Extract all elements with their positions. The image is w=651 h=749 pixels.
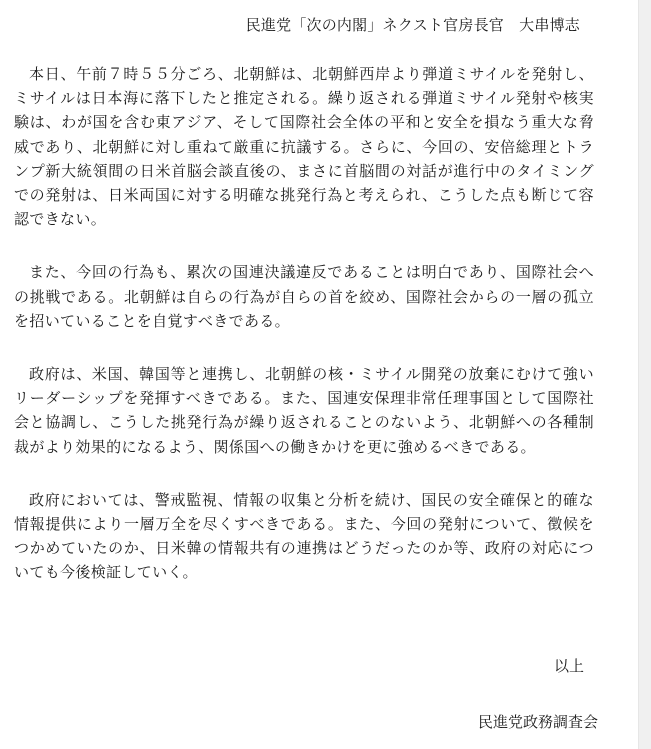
signature: 民進党政務調査会	[477, 713, 598, 731]
closing-mark: 以上	[553, 657, 584, 675]
paragraph-3: 政府は、米国、韓国等と連携し、北朝鮮の核・ミサイル開発の放棄にむけて強いリーダーシップを発揮すべきである。また、国連安保理非常任理事国として国際社会と協調し、こうした挑発行為が繰り返されることのないよう、北朝鮮への各種制裁がより効果的になるよう、関係国への働きかけを更に強めるべきである。	[14, 365, 594, 456]
vertical-scrollbar[interactable]	[638, 0, 651, 749]
paragraph-1: 本日、午前７時５５分ごろ、北朝鮮は、北朝鮮西岸より弾道ミサイルを発射し、ミサイルは日本海に落下したと推定される。繰り返される弾道ミサイル発射や核実験は、わが国を含む東アジア、そして国際社会全体の平和と安全を損なう重大な脅威であり、北朝鮮に対し重ねて厳重に抗議する。さらに、今回の、安倍総理とトランプ新大統領間の日米首脳会談直後の、まさに首脳間の対話が進行中のタイミングでの発射は、日米両国に対する明確な挑発行為と考えられ、こうした点も断じて容認できない。	[14, 65, 594, 229]
statement-body	[14, 62, 594, 614]
author-line: 民進党「次の内閣」ネクスト官房長官 大串博志	[245, 16, 580, 34]
paragraph-2: また、今回の行為も、累次の国連決議違反であることは明白であり、国際社会への挑戦である。北朝鮮は自らの行為が自らの首を絞め、国際社会からの一層の孤立を招いていることを自覚すべきである。	[14, 263, 594, 330]
paragraph-4: 政府においては、警戒監視、情報の収集と分析を続け、国民の安全確保と的確な情報提供により一層万全を尽くすべきである。また、今回の発射について、徴候をつかめていたのか、日米韓の情報共有の連携はどうだったのか等、政府の対応についても今後検証していく。	[14, 490, 594, 582]
